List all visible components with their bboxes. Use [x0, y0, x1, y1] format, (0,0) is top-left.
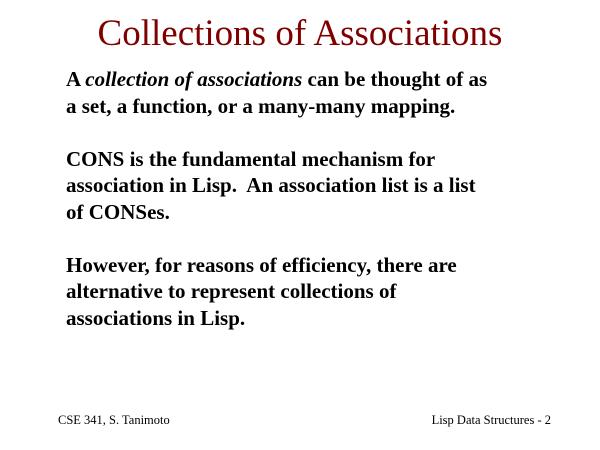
paragraph-3-line-1: However, for reasons of efficiency, there are: [66, 252, 457, 277]
paragraph-2: [66, 146, 566, 226]
slide-title: Collections of Associations: [97, 13, 503, 54]
slide-body: [66, 66, 566, 358]
paragraph-1-line-1-pre: A: [66, 67, 86, 91]
paragraph-3: [66, 252, 566, 332]
paragraph-2-line-2: association in Lisp. An association list is a list: [66, 173, 476, 197]
footer-page-label: Lisp Data Structures - 2: [431, 413, 551, 427]
paragraph-3-line-3: associations in Lisp.: [66, 305, 246, 330]
paragraph-1-line-1-post: can be thought of as: [302, 67, 488, 91]
footer-author: CSE 341, S. Tanimoto: [58, 413, 170, 427]
paragraph-2-line-1: CONS is the fundamental mechanism for: [66, 146, 436, 171]
paragraph-2-line-3: of CONSes.: [66, 199, 170, 224]
paragraph-3-line-2: alternative to represent collections of: [66, 279, 397, 303]
paragraph-1-line-1: [66, 66, 566, 93]
paragraph-1-line-2: a set, a function, or a many-many mapping.: [66, 93, 456, 118]
paragraph-1: [66, 66, 566, 119]
paragraph-1-emphasis: collection of associations: [85, 67, 303, 91]
